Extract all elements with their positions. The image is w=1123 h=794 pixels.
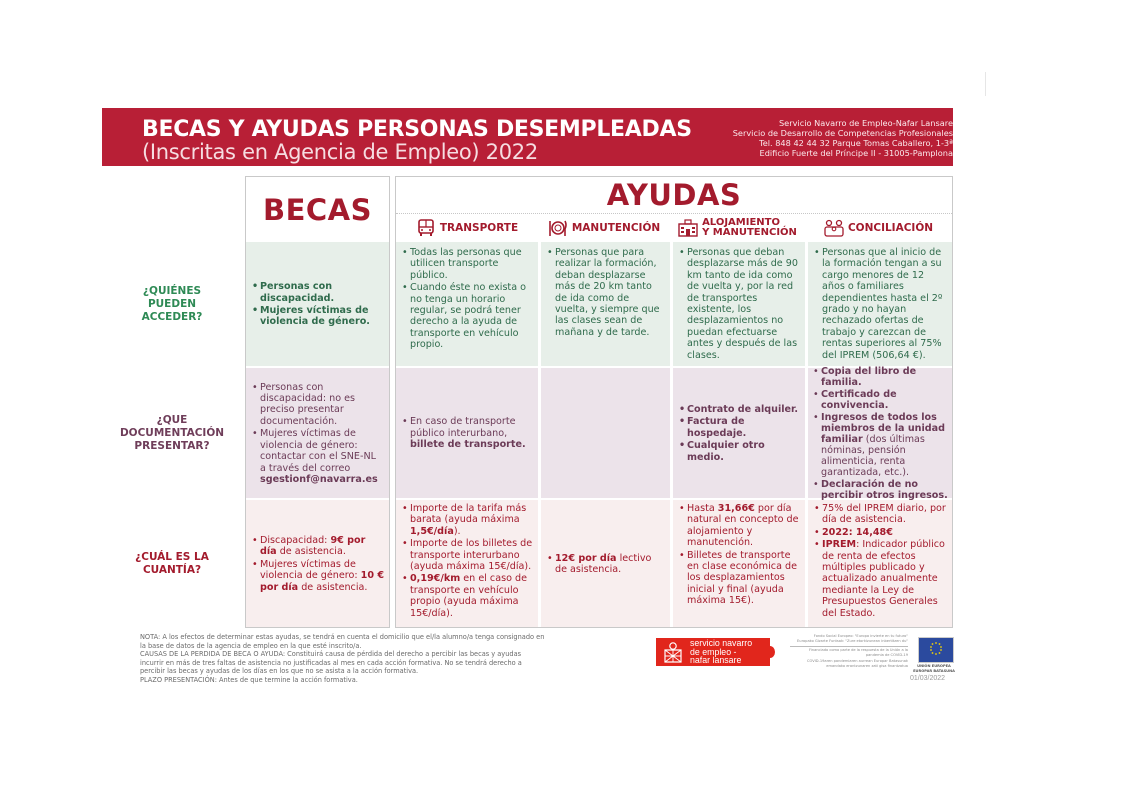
- contact-info: [733, 118, 953, 158]
- logo-text: servicio navarro: [690, 638, 753, 649]
- documentacion-manutencion-cell: [541, 368, 670, 498]
- alojamiento-header: [670, 214, 805, 242]
- list-item: • Ingresos de todos los miembros de la unidad familiar (dos últimas nóminas, pensión alimenticia, renta garantizada, etc.).: [813, 412, 949, 478]
- list-item: • Cualquier otro medio.: [679, 440, 800, 463]
- list-item: • 75% del IPREM diario, por día de asistencia.: [814, 503, 947, 526]
- transporte-label: TRANSPORTE: [439, 222, 519, 234]
- transporte-header: [396, 214, 538, 242]
- list-item: • 12€ por día lectivo de asistencia.: [547, 553, 665, 576]
- conciliacion-label: CONCILIACIÓN: [847, 222, 934, 234]
- quienes-conciliacion-cell: [808, 242, 952, 366]
- list-item: • Copia del libro de familia.: [813, 366, 949, 388]
- manutencion-label: MANUTENCIÓN: [571, 222, 661, 234]
- list-item: • En caso de transporte público interurbano, billete de transporte.: [402, 416, 533, 450]
- list-item: • Hasta 31,66€ por día natural en concepto de alojamiento y manutención.: [679, 503, 800, 549]
- list-item: • Mujeres víctimas de violencia de género: contactar con el SNE-NL a través del correo sgestionf@navarra.es: [252, 428, 384, 485]
- list-item: • 0,19€/km en el caso de transporte en vehículo propio (ayuda máxima 15€/día).: [402, 573, 533, 619]
- list-item: • Personas que para realizar la formación, deban desplazarse más de 20 km tanto de ida como de vuelta, y siempre que las clases sean de mañana y de tarde.: [547, 247, 665, 338]
- list-item: • Declaración de no percibir otros ingresos.: [813, 479, 949, 501]
- notes: [140, 633, 545, 685]
- bus-icon: [416, 219, 436, 237]
- documentacion-becas-cell: [246, 368, 389, 498]
- navarra-emblem-icon: [662, 641, 684, 663]
- list-item: • Contrato de alquiler.: [679, 404, 800, 415]
- note-line: NOTA: A los efectos de determinar estas ayudas, se tendrá en cuenta el domicilio que el/la alumno/a tenga consignado en la base de datos de la agencia de empleo en la que esté inscrito/a.: [140, 633, 545, 650]
- list-item: • Todas las personas que utilicen transporte público.: [402, 247, 533, 281]
- documentacion-conciliacion-cell: [808, 365, 952, 501]
- email-link[interactable]: sgestionf@navarra.es: [260, 473, 378, 485]
- becas-heading: BECAS: [246, 177, 389, 242]
- list-item: • Mujeres víctimas de violencia de género: 10 € por día de asistencia.: [252, 559, 384, 593]
- info-line: Edificio Fuerte del Príncipe II - 31005-Pamplona: [759, 148, 953, 158]
- eu-funding-text: Fondo Social Europeo: "Europa invierte en tu futuro" Europako Gizarte Funtsak: "Zure etorkizunean inbertitzen du" Financiado como parte de la respuesta de la Unión a la pandemia de COVID-19 COVID-19aren pandemiaren aurrean Europar Batasunak emandako erantzunaren zati gisa finantzatua: [790, 634, 908, 669]
- family-icon: [824, 219, 844, 237]
- list-item: • Cuando éste no exista o no tenga un horario regular, se podrá tener derecho a la ayuda de transporte en vehículo propio.: [402, 282, 533, 350]
- alojamiento-label-line1: ALOJAMIENTO: [702, 217, 780, 228]
- list-item: • Personas con discapacidad: no es preciso presentar documentación.: [252, 382, 384, 428]
- row-label-quienes: ¿QUIÉNES PUEDEN ACCEDER?: [141, 284, 203, 323]
- documentacion-alojamiento-cell: [673, 368, 805, 498]
- column-divider: [670, 242, 673, 627]
- cuantia-manutencion-cell: [541, 500, 670, 627]
- documentacion-transporte-cell: [396, 368, 538, 498]
- eu-flag-icon: [918, 637, 954, 663]
- edge-line: [985, 72, 986, 96]
- ayudas-heading: AYUDAS: [396, 177, 952, 214]
- cuantia-conciliacion-cell: [808, 500, 952, 627]
- column-divider: [805, 242, 808, 627]
- list-item: • Importe de los billetes de transporte interurbano (ayuda máxima 15€/día).: [402, 538, 533, 572]
- building-icon: [678, 219, 698, 237]
- list-item: • 2022: 14,48€: [814, 527, 947, 538]
- list-item: • Mujeres víctimas de violencia de género.: [252, 305, 384, 328]
- alojamiento-label: [702, 218, 797, 238]
- logo-text: de empleo -: [690, 646, 737, 657]
- quienes-transporte-cell: [396, 242, 538, 366]
- quienes-alojamiento-cell: [673, 242, 805, 366]
- eu-label: UNIÓN EUROPEA EUROPAR BATASUNA: [913, 664, 955, 673]
- conciliacion-header: [805, 214, 952, 242]
- document-date: 01/03/2022: [910, 675, 946, 682]
- cuantia-transporte-cell: [396, 500, 538, 627]
- info-line: Tel. 848 42 44 32 Parque Tomas Caballero, 1-3ª: [759, 138, 953, 148]
- info-line: Servicio de Desarrollo de Competencias Profesionales: [732, 128, 953, 138]
- list-item: • Discapacidad: 9€ por día de asistencia.: [252, 535, 384, 558]
- note-line: PLAZO PRESENTACIÓN: Antes de que termine la acción formativa.: [140, 675, 358, 684]
- sne-logo: [656, 638, 770, 666]
- row-label-documentacion: ¿QUE DOCUMENTACIÓN PRESENTAR?: [119, 413, 225, 452]
- cuantia-becas-cell: [246, 500, 389, 627]
- info-line: Servicio Navarro de Empleo-Nafar Lansare: [778, 118, 953, 128]
- list-item: • Importe de la tarifa más barata (ayuda máxima 1,5€/día).: [402, 503, 533, 537]
- list-item: • Billetes de transporte en clase económica de los desplazamientos inicial y final (ayuda máxima 15€).: [679, 550, 800, 607]
- note-line: CAUSAS DE LA PERDIDA DE BECA O AYUDA: Constituirá causa de pérdida del derecho a percibir las becas y ayudas incurrir en más de tres faltas de asistencia no justificadas al mes en cada acción formativa. No se tendrá derecho a percibir las becas y ayudas de los días en los que no se asista a la acción formativa.: [140, 650, 522, 676]
- row-label-cuantia: ¿CUÁL ES LA CUANTÍA?: [135, 550, 209, 576]
- title-banner: [102, 108, 953, 166]
- list-item: • Personas que al inicio de la formación tengan a su cargo menores de 12 años o familiares dependientes hasta el 2º grado y no hayan rechazado ofertas de trabajo y carezcan de rentas superiores al 75% del IPREM (506,64 €).: [814, 247, 947, 361]
- page-subtitle: (Inscritas en Agencia de Empleo) 2022: [142, 140, 538, 164]
- list-item: • Factura de hospedaje.: [679, 416, 800, 439]
- page-title: BECAS Y AYUDAS PERSONAS DESEMPLEADAS: [142, 117, 692, 142]
- quienes-manutencion-cell: [541, 242, 670, 366]
- manutencion-header: [538, 214, 670, 242]
- alojamiento-label-line2: Y MANUTENCIÓN: [702, 227, 797, 238]
- list-item: • Personas que deban desplazarse más de 90 km tanto de ida como de vuelta y, por la red de transportes existente, los desplazamientos no puedan efectuarse antes y después de las clases.: [679, 247, 800, 361]
- plate-cutlery-icon: [548, 219, 568, 237]
- list-item: • Personas con discapacidad.: [252, 281, 384, 304]
- list-item: • IPREM: Indicador público de renta de efectos múltiples publicado y actualizado anualmente mediante la Ley de Presupuestos Generales del Estado.: [814, 539, 947, 619]
- quienes-becas-cell: [246, 242, 389, 366]
- column-divider: [538, 242, 541, 627]
- logo-text: nafar lansare: [690, 655, 742, 666]
- list-item: • Certificado de convivencia.: [813, 389, 949, 411]
- cuantia-alojamiento-cell: [673, 500, 805, 627]
